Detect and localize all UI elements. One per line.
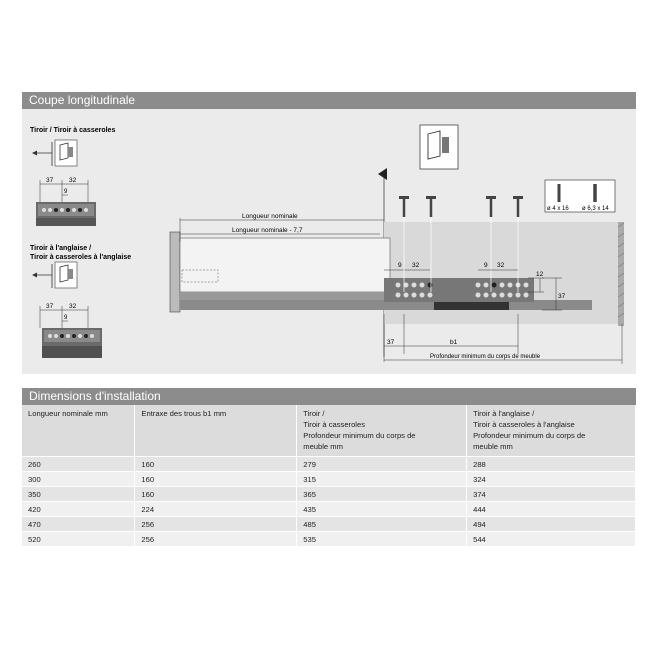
dim-9: 9 bbox=[484, 262, 488, 269]
installation-table bbox=[22, 405, 636, 546]
cabinet-back-wall bbox=[618, 222, 624, 326]
table-cell: 435 bbox=[297, 502, 467, 517]
arrow-left-icon bbox=[32, 142, 52, 166]
column-header-line: Tiroir à l'anglaise / bbox=[473, 409, 535, 418]
runner-profile bbox=[36, 202, 96, 226]
dim-37: 37 bbox=[387, 339, 395, 346]
cabinet-icon bbox=[55, 140, 77, 166]
cabinet-icon bbox=[420, 125, 458, 169]
table-body bbox=[22, 457, 636, 547]
table-cell: 288 bbox=[467, 457, 636, 472]
table-cell: 485 bbox=[297, 517, 467, 532]
arrow-left-icon bbox=[378, 168, 387, 180]
table-header-row bbox=[22, 405, 636, 457]
table-row bbox=[22, 502, 636, 517]
table-cell: 315 bbox=[297, 472, 467, 487]
table-cell: 160 bbox=[135, 472, 297, 487]
column-header bbox=[467, 405, 636, 457]
table-cell: 160 bbox=[135, 457, 297, 472]
table-cell: 256 bbox=[135, 532, 297, 547]
table-cell: 374 bbox=[467, 487, 636, 502]
table-cell: 470 bbox=[22, 517, 135, 532]
table-row bbox=[22, 472, 636, 487]
section-dimensions-installation bbox=[22, 388, 636, 563]
table-cell: 324 bbox=[467, 472, 636, 487]
table-cell: 544 bbox=[467, 532, 636, 547]
dim-b1: b1 bbox=[450, 339, 458, 346]
dim-32: 32 bbox=[497, 262, 505, 269]
column-header-line: Profondeur minimum du corps de bbox=[303, 431, 416, 440]
column-header-line: Longueur nominale mm bbox=[28, 409, 108, 418]
dim-9: 9 bbox=[64, 189, 68, 195]
table-row bbox=[22, 517, 636, 532]
column-header-line: Entraxe des trous b1 mm bbox=[141, 409, 227, 418]
table-cell: 279 bbox=[297, 457, 467, 472]
arrow-left-icon bbox=[32, 264, 52, 288]
table-cell: 256 bbox=[135, 517, 297, 532]
screw-label-2: ø 6,3 x 14 bbox=[582, 206, 609, 212]
label-longueur-nominale: Longueur nominale bbox=[242, 213, 298, 220]
table-cell: 224 bbox=[135, 502, 297, 517]
dim-12: 12 bbox=[536, 271, 544, 278]
screw-icon bbox=[399, 196, 523, 217]
runner-profile bbox=[42, 328, 102, 358]
table-cell: 350 bbox=[22, 487, 135, 502]
left-bottom-label-2: Tiroir à casseroles à l'anglaise bbox=[30, 254, 132, 261]
column-header-line: Tiroir / bbox=[303, 409, 325, 418]
cabinet-icon bbox=[55, 262, 77, 288]
dim-32: 32 bbox=[69, 177, 77, 184]
table-cell: 494 bbox=[467, 517, 636, 532]
dim-37: 37 bbox=[558, 293, 566, 300]
table-cell: 160 bbox=[135, 487, 297, 502]
table-cell: 300 bbox=[22, 472, 135, 487]
column-header-line: Profondeur minimum du corps de bbox=[473, 431, 586, 440]
dim-32: 32 bbox=[412, 262, 420, 269]
table-cell: 444 bbox=[467, 502, 636, 517]
dim-9: 9 bbox=[398, 262, 402, 269]
screw-label-1: ø 4 x 16 bbox=[547, 206, 569, 212]
table-cell: 260 bbox=[22, 457, 135, 472]
table-row bbox=[22, 532, 636, 547]
table-cell: 365 bbox=[297, 487, 467, 502]
column-header-line: meuble mm bbox=[473, 442, 513, 451]
table-row bbox=[22, 457, 636, 472]
dim-37: 37 bbox=[46, 177, 54, 184]
table-row bbox=[22, 487, 636, 502]
section-title: Dimensions d'installation bbox=[22, 388, 636, 405]
column-header bbox=[297, 405, 467, 457]
technical-drawing bbox=[22, 92, 636, 374]
dim-37: 37 bbox=[46, 303, 54, 310]
column-header bbox=[135, 405, 297, 457]
column-header-line: Tiroir à casseroles bbox=[303, 420, 366, 429]
dim-32: 32 bbox=[69, 303, 77, 310]
table-cell: 420 bbox=[22, 502, 135, 517]
column-header bbox=[22, 405, 135, 457]
section-title: Coupe longitudinale bbox=[22, 92, 636, 109]
left-top-label: Tiroir / Tiroir à casseroles bbox=[30, 127, 116, 134]
left-bottom-label-1: Tiroir à l'anglaise / bbox=[30, 245, 92, 252]
section-coupe-longitudinale bbox=[22, 92, 636, 374]
table-cell: 520 bbox=[22, 532, 135, 547]
column-header-line: meuble mm bbox=[303, 442, 343, 451]
label-longueur-nominale-77: Longueur nominale - 7,7 bbox=[232, 227, 303, 234]
table-cell: 535 bbox=[297, 532, 467, 547]
dim-9: 9 bbox=[64, 315, 68, 321]
column-header-line: Tiroir à casseroles à l'anglaise bbox=[473, 420, 575, 429]
label-profondeur: Profondeur minimum du corps de meuble bbox=[430, 354, 541, 360]
